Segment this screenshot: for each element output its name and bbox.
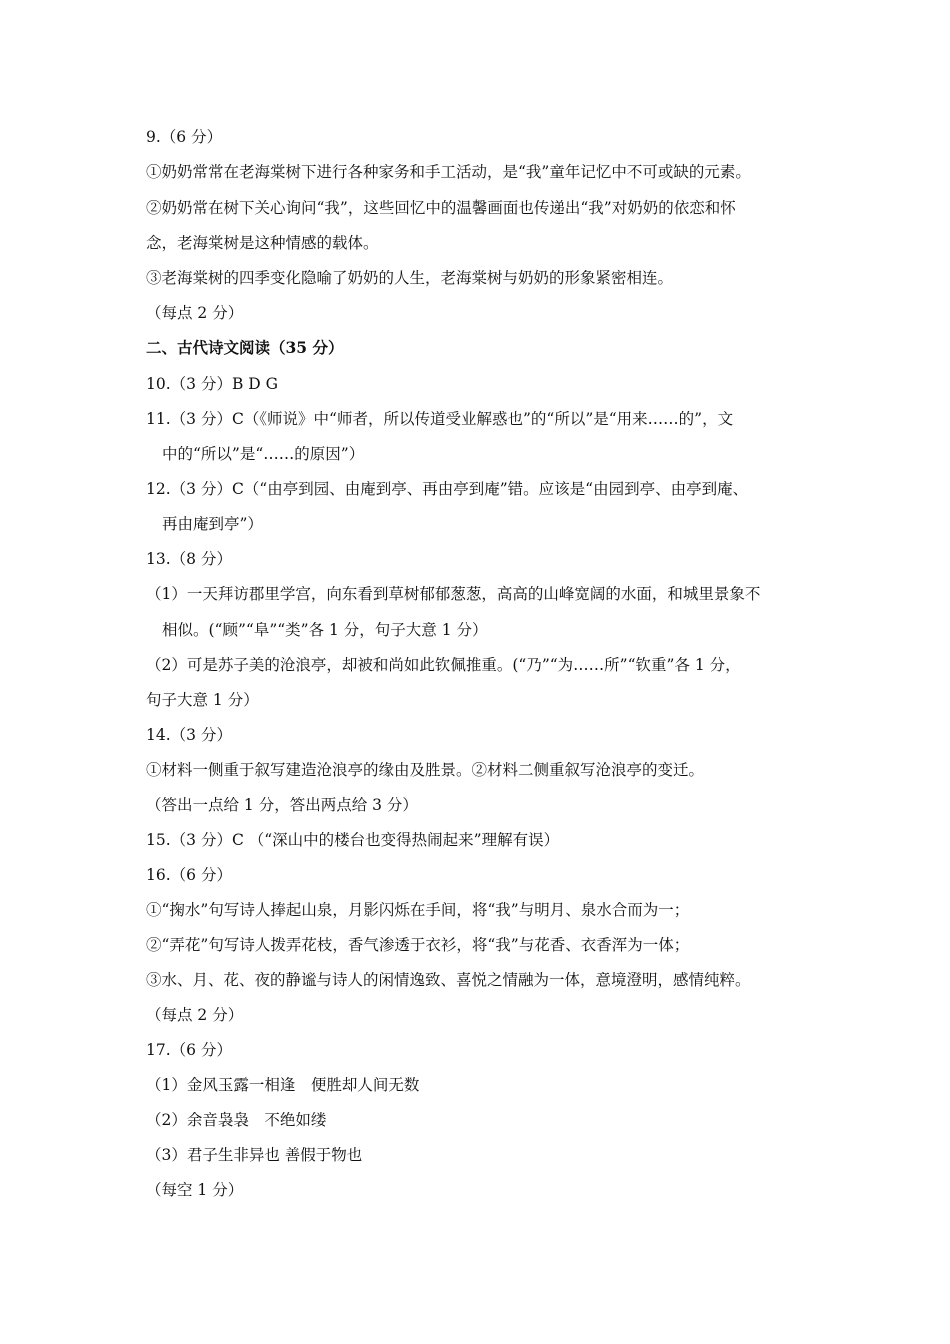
q17-scoring-note: （每空 1 分） <box>146 1181 244 1199</box>
q9-point-2: ②奶奶常在树下关心询问“我”，这些回忆中的温馨画面也传递出“我”对奶奶的依恋和怀 <box>146 199 736 217</box>
q13-part-2: （2）可是苏子美的沧浪亭，却被和尚如此钦佩推重。(“乃”“为……所”“钦重”各 1 分， <box>146 656 741 674</box>
q9-point-2-cont: 念，老海棠树是这种情感的载体。 <box>146 234 379 252</box>
q17-blank-2: （2）余音袅袅 不绝如缕 <box>146 1111 327 1129</box>
q15-answer: 15.（3 分）C （“深山中的楼台也变得热闹起来”理解有误） <box>146 831 560 849</box>
q13-part-1-cont: 相似。(“顾”“阜”“类”各 1 分，句子大意 1 分） <box>162 621 488 639</box>
q10-answer: 10.（3 分）B D G <box>146 375 278 393</box>
q13-part-1: （1）一天拜访郡里学宫，向东看到草树郁郁葱葱，高高的山峰宽阔的水面，和城里景象不 <box>146 585 761 603</box>
q11-answer-cont: 中的“所以”是“……的原因”） <box>162 445 365 463</box>
q13-heading: 13.（8 分） <box>146 550 232 568</box>
q9-scoring-note: （每点 2 分） <box>146 304 244 322</box>
q17-blank-1: （1）金风玉露一相逢 便胜却人间无数 <box>146 1076 420 1094</box>
q9-heading: 9.（6 分） <box>146 128 223 146</box>
q12-answer-cont: 再由庵到亭”） <box>162 515 263 533</box>
q14-answer: ①材料一侧重于叙写建造沧浪亭的缘由及胜景。②材料二侧重叙写沧浪亭的变迁。 <box>146 761 705 779</box>
q11-answer: 11.（3 分）C（《师说》中“师者，所以传道受业解惑也”的“所以”是“用来……的”，文 <box>146 410 734 428</box>
section-heading: 二、古代诗文阅读（35 分） <box>146 338 344 357</box>
q16-point-1: ①“掬水”句写诗人捧起山泉，月影闪烁在手间，将“我”与明月、泉水合而为一； <box>146 901 690 919</box>
q17-blank-3: （3）君子生非异也 善假于物也 <box>146 1146 363 1164</box>
q9-point-1: ①奶奶常常在老海棠树下进行各种家务和手工活动，是“我”童年记忆中不可或缺的元素。 <box>146 163 751 181</box>
q12-answer: 12.（3 分）C（“由亭到园、由庵到亭、再由亭到庵”错。应该是“由园到亭、由亭到庵、 <box>146 480 749 498</box>
q16-scoring-note: （每点 2 分） <box>146 1006 244 1024</box>
q14-scoring-note: （答出一点给 1 分，答出两点给 3 分） <box>146 796 418 814</box>
q13-part-2-cont: 句子大意 1 分） <box>146 691 259 709</box>
q17-heading: 17.（6 分） <box>146 1041 232 1059</box>
q16-point-3: ③水、月、花、夜的静谧与诗人的闲情逸致、喜悦之情融为一体，意境澄明，感情纯粹。 <box>146 971 751 989</box>
q16-point-2: ②“弄花”句写诗人拨弄花枝，香气渗透于衣衫，将“我”与花香、衣香浑为一体； <box>146 936 690 954</box>
q9-point-3: ③老海棠树的四季变化隐喻了奶奶的人生，老海棠树与奶奶的形象紧密相连。 <box>146 269 674 287</box>
q14-heading: 14.（3 分） <box>146 726 232 744</box>
q16-heading: 16.（6 分） <box>146 866 232 884</box>
